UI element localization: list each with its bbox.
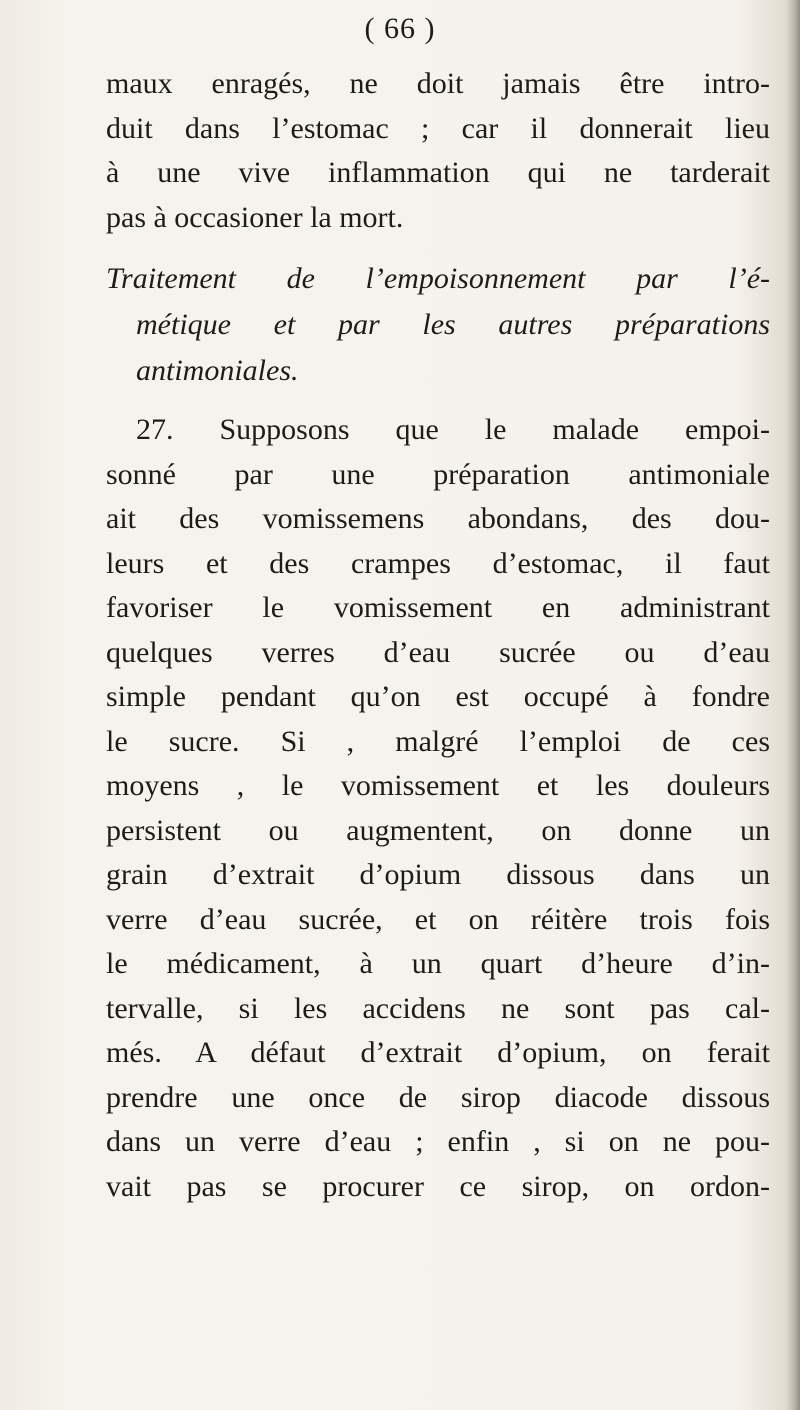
- intro-line: à une vive inflammation qui ne tarderait: [106, 156, 770, 189]
- paragraph-line: le sucre. Si , malgré l’emploi de ces: [106, 724, 770, 758]
- paragraph-line: vait pas se procurer ce sirop, on ordon-: [106, 1169, 770, 1203]
- section-title-line: antimoniales.: [136, 354, 299, 387]
- intro-text: [106, 62, 770, 240]
- paragraph-line: moyens , le vomissement et les douleurs: [106, 769, 770, 802]
- paragraph-line: favoriser le vomissement en administrant: [106, 591, 770, 624]
- page-number: ( 66 ): [364, 12, 436, 45]
- paragraph-line: més. A défaut d’extrait d’opium, on ferait: [106, 1036, 770, 1069]
- paragraph-line: grain d’extrait d’opium dissous dans un: [106, 858, 770, 891]
- paragraph-line: verre d’eau sucrée, et on réitère trois fois: [106, 902, 770, 936]
- paragraph-line: tervalle, si les accidens ne sont pas cal-: [106, 991, 770, 1025]
- paragraph-27: [106, 408, 770, 1209]
- paragraph-line: simple pendant qu’on est occupé à fondre: [106, 680, 770, 713]
- intro-line: duit dans l’estomac ; car il donnerait lieu: [106, 111, 770, 145]
- page-edge-shadow: [786, 0, 800, 1410]
- paragraph-line: sonné par une préparation antimoniale: [106, 457, 770, 491]
- paragraph-line: le médicament, à un quart d’heure d’in-: [106, 947, 770, 980]
- paragraph-line: 27. Supposons que le malade empoi-: [136, 413, 770, 446]
- section-title-line: Traitement de l’empoisonnement par l’é-: [106, 262, 770, 295]
- section-title-line: métique et par les autres préparations: [136, 308, 770, 341]
- intro-line: pas à occasioner la mort.: [106, 200, 404, 234]
- intro-line: maux enragés, ne doit jamais être intro-: [106, 67, 770, 100]
- paragraph-line: dans un verre d’eau ; enfin , si on ne pou-: [106, 1125, 770, 1158]
- paragraph-line: prendre une once de sirop diacode dissous: [106, 1080, 770, 1114]
- text-block: [106, 62, 770, 1209]
- paragraph-line: ait des vomissemens abondans, des dou-: [106, 502, 770, 535]
- paragraph-line: persistent ou augmentent, on donne un: [106, 813, 770, 847]
- section-title: [106, 256, 770, 394]
- paragraph-line: leurs et des crampes d’estomac, il faut: [106, 546, 770, 580]
- paragraph-line: quelques verres d’eau sucrée ou d’eau: [106, 635, 770, 669]
